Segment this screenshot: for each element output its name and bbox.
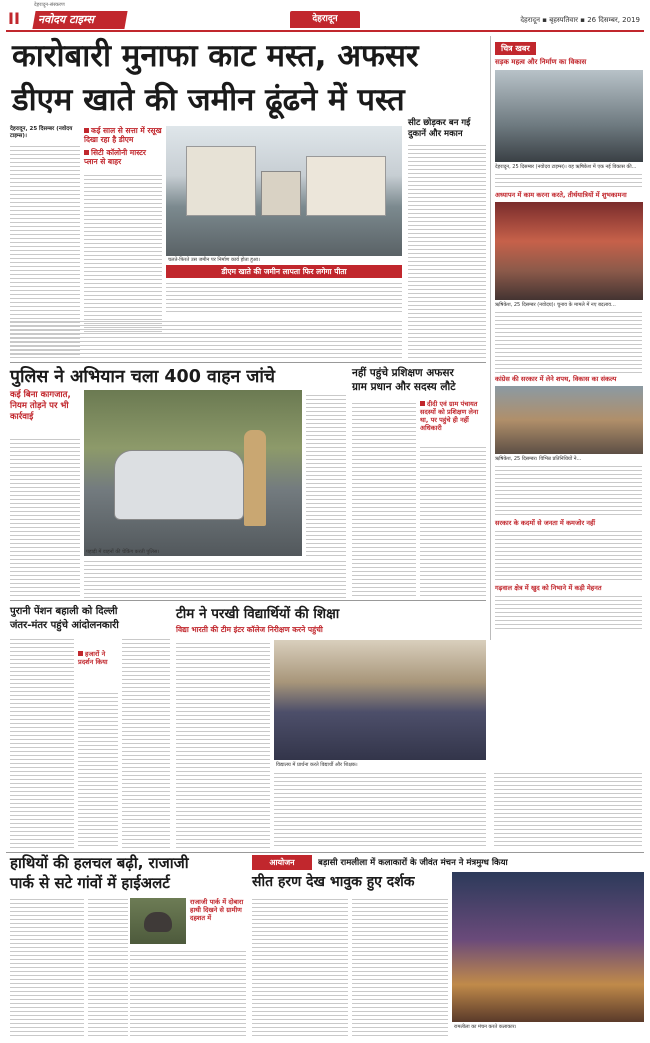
elephant-photo [130, 898, 186, 944]
elephant-body [10, 896, 84, 1036]
lead-bar: डीएम खाते की जमीन लापता फिर लगेगा पीता [166, 265, 402, 278]
subhead-3: सरकार के कदमों से जनता में कमजोर नहीं [495, 519, 596, 527]
pension-headline-2: जंतर-मंतर पहुंचे आंदोलनकारी [10, 620, 119, 631]
date-line: देहरादून ▪ बृहस्पतिवार ▪ 26 दिसम्बर, 2019 [520, 16, 640, 24]
school-body [176, 640, 270, 848]
subhead-1: अध्यापन में काम करना करते, तीर्थयात्रियों में शुभकामना [495, 191, 627, 199]
photo-1 [495, 70, 643, 162]
photo-2 [495, 202, 643, 300]
edition-tiny: देहरादून-संस्करण [34, 2, 65, 8]
training-body [352, 400, 416, 598]
building [186, 146, 256, 216]
police-body-2 [84, 558, 346, 598]
pension-body [10, 636, 74, 848]
column-tag: चित्र खबर [495, 42, 536, 55]
subhead-2: कांग्रेस की सरकार में लेने शपथ, विकास का संकल्प [495, 375, 617, 383]
caption-3: ऋषिकेश, 25 दिसम्बर। विभिन्न प्रतिनिधियों ने... [495, 456, 582, 462]
lead-photo [166, 126, 402, 256]
event-bar-title: बड़ासी रामलीला में कलाकारों के जीवंत मंचन ने मंत्रमुग्ध किया [318, 858, 508, 868]
police-headline: पुलिस ने अभियान चला 400 वाहन जांचे [10, 367, 275, 387]
building [261, 171, 301, 216]
police-body-3 [306, 392, 346, 556]
school-headline: टीम ने परखी विद्यार्थियों की शिक्षा [176, 606, 340, 622]
lead-headline-line2: डीएम खाते की जमीन ढूंढने में पस्त [12, 82, 405, 118]
training-headline: नहीं पहुंचे प्रशिक्षण अफसर [352, 367, 454, 379]
pension-body-3 [78, 690, 118, 848]
elephant-body-2 [88, 896, 128, 1036]
event-tag: आयोजन [252, 855, 312, 870]
pension-headline: पुरानी पेंशन बहाली को दिल्ली [10, 606, 118, 617]
pension-body-2 [122, 636, 170, 848]
training-headline-2: ग्राम प्रधान और सदस्य लौटे [352, 381, 456, 393]
bar-body-text [166, 280, 402, 314]
page-number: II [8, 9, 20, 28]
training-bullet: दीदी एवं ग्राम पंचायत सदस्यों को प्रशिक्षण लेना था, पर पहुंचे ही नहीं अधिकारी [420, 400, 479, 432]
ramlila-body-2 [352, 896, 448, 1036]
police-photo [84, 390, 302, 556]
elephant-icon [144, 912, 172, 932]
masthead [0, 0, 650, 34]
ramlila-headline: सीत हरण देख भावुक हुए दर्शक [252, 874, 415, 890]
ramlila-body [252, 896, 348, 1036]
school-body-2 [274, 770, 486, 848]
section-tab: देहरादून [290, 11, 360, 28]
lead-bullet-1: कई साल से सत्ता में रसूख दिखा रहा है डीएम [84, 126, 162, 144]
school-caption: विद्यालय में प्रार्थना करते विद्यार्थी और शिक्षक। [276, 762, 358, 768]
story-2-body [408, 142, 486, 358]
lead-photo-caption: चलते-फिरते उस जमीन पर निर्माण कार्य होता हुआ। [168, 257, 260, 263]
right-column [490, 36, 642, 640]
body-text [495, 593, 642, 629]
officer [244, 430, 266, 526]
right-body-bottom [494, 770, 642, 848]
column-subhead: सड़क महत्व और निर्माण का विकास [495, 58, 587, 66]
photo-3 [495, 386, 643, 454]
school-sub: विद्या भारती की टीम इंटर कॉलेज निरीक्षण करने पहुंची [176, 625, 323, 634]
caption-2: ऋषिकेश, 25 दिसम्बर (नवोदय)। चुनाव के मामले में नए बदलाव... [495, 302, 616, 308]
body-text [495, 309, 642, 373]
body-text [495, 171, 642, 189]
lead-headline: कारोबारी मुनाफा काट मस्त, अफसर [12, 38, 419, 74]
elephant-body-3 [130, 948, 246, 1036]
lead-more-text [10, 318, 402, 358]
police-body [10, 436, 80, 598]
brand-name: नवोदय टाइम्स [38, 13, 94, 26]
pension-bullet: हजारों ने प्रदर्शन किया [78, 650, 108, 666]
ramlila-caption: रामलीला का मंचन करते कलाकार। [454, 1024, 517, 1030]
subhead-4: गढ़वाल क्षेत्र में खुद को निभाने में कड़ी मेहनत [495, 584, 602, 592]
elephant-headline-2: पार्क से सटे गांवों में हाईअलर्ट [10, 874, 170, 892]
masthead-rule [6, 30, 644, 32]
rule [10, 600, 486, 601]
elephant-headline: हाथियों की हलचल बढ़ी, राजाजी [10, 854, 189, 872]
police-caption: पहाड़ी में वाहनों की चेकिंग करती पुलिस। [86, 549, 160, 555]
lead-bullet-2: सिटी कॉलोनी मास्टर प्लान से बाहर [84, 148, 146, 166]
story-2-headline: सीट छोड़कर बन गई दुकानें और मकान [408, 118, 471, 139]
school-photo [274, 640, 486, 760]
training-body-2 [420, 444, 486, 598]
body-text [495, 463, 642, 517]
body-text [495, 528, 642, 582]
building [306, 156, 386, 216]
police-sub: कई बिना कागजात, नियम तोड़ने पर भी कार्रवाई [10, 390, 71, 422]
body-text [84, 172, 162, 334]
ramlila-photo [452, 872, 644, 1022]
car [114, 450, 244, 520]
elephant-side: राजाजी पार्क में दोबारा हाथी दिखने से ग्रामीण दहशत में [190, 898, 244, 922]
rule [10, 362, 486, 363]
caption-1: देहरादून, 25 दिसम्बर (नवोदय टाइम्स)। यह ऋषिकेश में एक नई विकास की... [495, 164, 637, 170]
dateline: देहरादून, 25 दिसम्बर (नवोदय टाइम्स)। [10, 126, 73, 139]
